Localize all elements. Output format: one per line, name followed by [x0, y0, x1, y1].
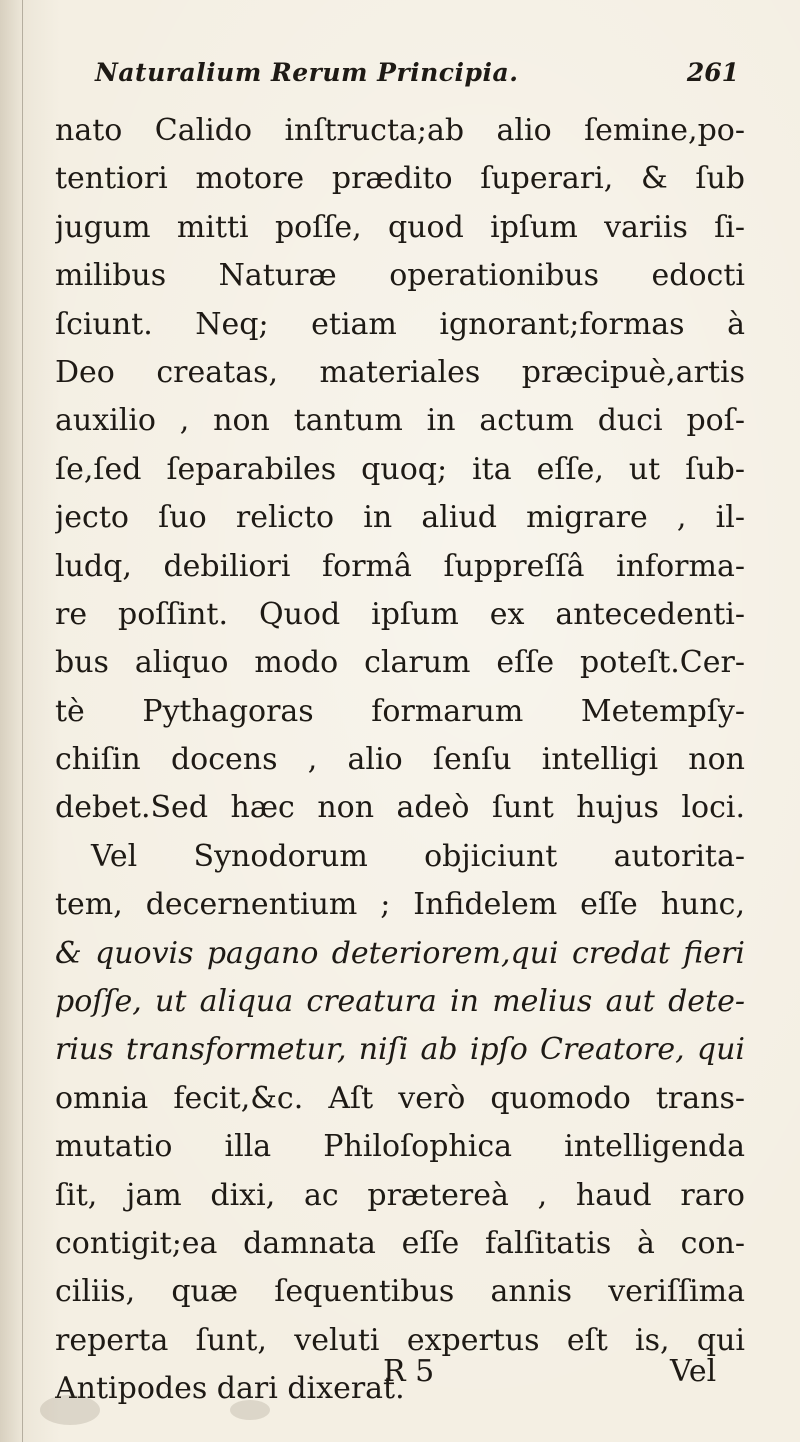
italic-quote-line: rius transformetur, niſi ab ipſo Creatore, qui: [55, 1032, 745, 1068]
text-line: milibus Naturæ operationibus edocti: [55, 258, 745, 294]
text-line: debet.Sed hæc non adeò ſunt hujus loci.: [55, 790, 745, 826]
text-line: contigit;ea damnata eſſe falſitatis à con-: [55, 1225, 745, 1261]
page-number: 261: [686, 58, 739, 87]
text-line: reperta ſunt, veluti expertus eſt is, qui: [55, 1322, 745, 1358]
gutter-edge: [22, 0, 23, 1442]
text-line: tè Pythagoras formarum Metempſy-: [55, 693, 745, 729]
text-line: tentiori motore prædito ſuperari, & ſub: [55, 161, 745, 197]
text-line: re poſſint. Quod ipſum ex antecedenti-: [55, 596, 745, 632]
page-footer: [0, 1348, 800, 1396]
text-line: tem, decernentium ; Infidelem eſſe hunc,: [55, 887, 745, 923]
text-line: nato Calido inſtructa;ab alio ſemine,po-: [55, 113, 745, 148]
paragraph-start-line: Vel Synodorum objiciunt autorita-: [91, 838, 745, 874]
text-line: mutatio illa Philoſophica intelligenda: [55, 1129, 745, 1165]
text-line: ciliis, quæ ſequentibus annis veriſſima: [55, 1274, 745, 1310]
italic-quote-line: poſſe, ut aliqua creatura in melius aut dete-: [55, 984, 745, 1020]
text-line: bus aliquo modo clarum eſſe poteſt.Cer-: [55, 645, 745, 681]
text-line: ſciunt. Neq; etiam ignorant;formas à: [55, 306, 745, 342]
text-line: auxilio , non tantum in actum duci poſ-: [55, 403, 745, 439]
body-text: [55, 107, 745, 1414]
italic-quote-line: & quovis pagano deteriorem,qui credat fieri: [55, 935, 745, 971]
paper-stain: [40, 1395, 100, 1425]
text-line: omnia fecit,&c. Aſt verò quomodo trans-: [55, 1080, 745, 1116]
catchword: Vel: [670, 1354, 717, 1389]
running-head-title: Naturalium Rerum Principia.: [95, 58, 519, 87]
text-line: jecto ſuo relicto in aliud migrare , il-: [55, 500, 745, 536]
text-line: ludq, debiliori formâ ſuppreſſâ informa-: [55, 548, 745, 584]
running-head: [95, 58, 739, 98]
signature-mark: R 5: [383, 1354, 435, 1389]
text-line: ſe,ſed ſeparabiles quoq; ita eſſe, ut ſub-: [55, 451, 745, 487]
text-line: ſit, jam dixi, ac prætereà , haud raro: [55, 1177, 745, 1213]
text-line: Deo creatas, materiales præcipuè,artis: [55, 354, 745, 390]
text-line: chiſin docens , alio ſenſu intelligi non: [55, 742, 745, 778]
text-line: jugum mitti poſſe, quod ipſum variis ſi-: [55, 209, 745, 245]
paper-stain: [230, 1400, 270, 1420]
paragraph-end-line: Antipodes dari dixerat.: [55, 1371, 405, 1407]
